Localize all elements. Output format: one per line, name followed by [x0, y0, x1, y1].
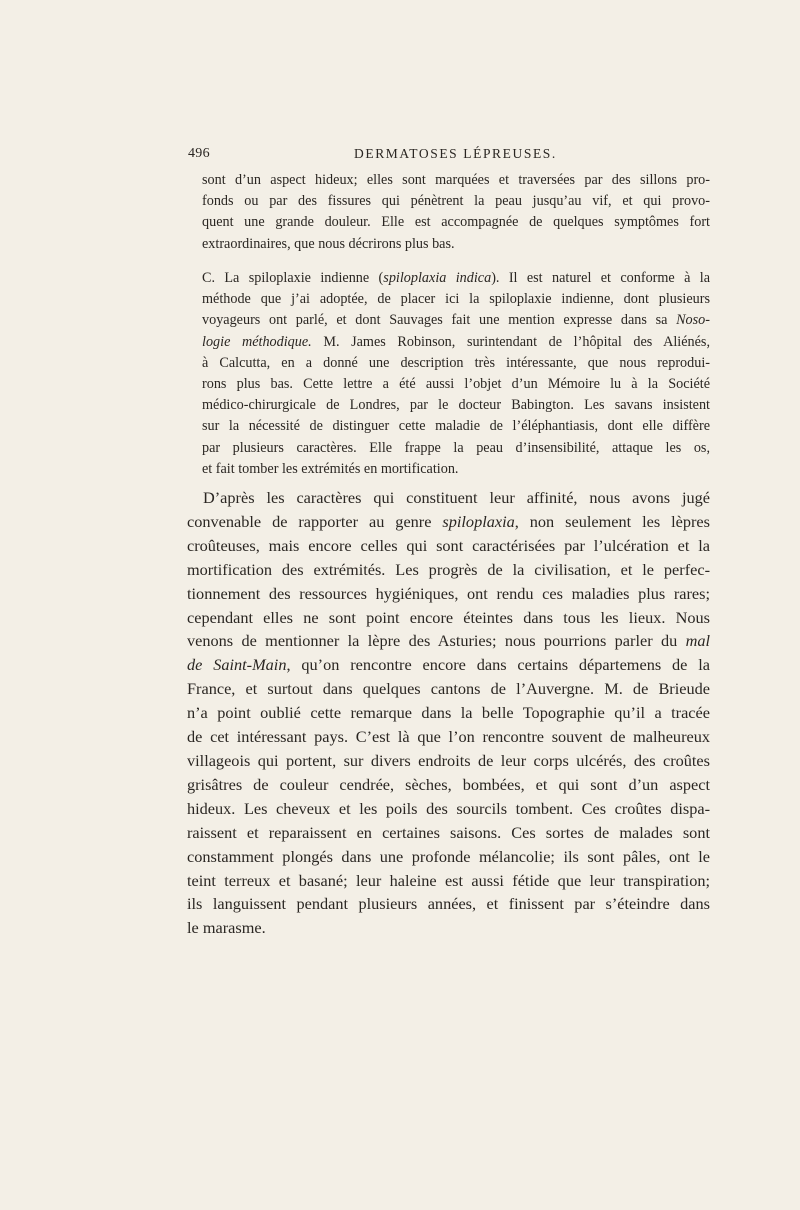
text-line: teint terreux et basané; leur haleine est aussi fétide que leur transpiration; — [187, 870, 710, 890]
text-line: France, et surtout dans quelques cantons de l’Auvergne. M. de Brieude — [187, 679, 710, 699]
text-line: ils languissent pendant plusieurs années, et finissent par s’éteindre dans — [187, 894, 710, 914]
disease-name: de Saint-Main — [187, 655, 287, 675]
text-line: rons plus bas. Cette lettre a été aussi l’objet d’un Mémoire lu à la Société — [202, 376, 710, 393]
text-run: ). Il est naturel et conforme à la — [491, 270, 710, 286]
text-line: constamment plongés dans une profonde mélancolie; ils sont pâles, ont le — [187, 846, 710, 866]
text-line: le marasme. — [187, 918, 266, 938]
text-line — [187, 629, 710, 653]
text-line — [187, 653, 710, 677]
text-line: mortification des extrémités. Les progrès de la civilisation, et le perfec- — [187, 559, 710, 579]
text-line — [202, 332, 710, 353]
text-run: convenable de rapporter au genre — [187, 511, 443, 531]
book-title: logie méthodique. — [202, 333, 312, 350]
text-line — [202, 268, 710, 289]
text-line: croûteuses, mais encore celles qui sont caractérisées par l’ulcération et la — [187, 535, 710, 555]
latin-term: spiloplaxia — [442, 511, 515, 531]
text-line: à Calcutta, en a donné une description très intéressante, que nous reprodui- — [202, 354, 710, 371]
text-line: n’a point oublié cette remarque dans la belle Topographie qu’il a tracée — [187, 703, 710, 723]
text-line: fonds ou par des fissures qui pénètrent la peau jusqu’au vif, et qui provo- — [202, 193, 710, 210]
text-line: sont d’un aspect hideux; elles sont marquées et traversées par des sillons pro- — [202, 172, 710, 188]
text-line: tionnement des ressources hygiéniques, ont rendu ces maladies plus rares; — [187, 583, 710, 603]
text-line: grisâtres de couleur cendrée, sèches, bombées, et qui sont d’un aspect — [187, 774, 710, 794]
text-line: par plusieurs caractères. Elle frappe la peau d’insensibilité, attaque les os, — [202, 439, 710, 456]
text-run: M. James Robinson, surintendant de l’hôpital des Aliénés, — [311, 333, 710, 350]
text-line: villageois qui portent, sur divers endroits de leur corps ulcérés, des croûtes — [187, 750, 710, 770]
latin-term: spiloplaxia indica — [383, 270, 492, 286]
text-line: extraordinaires, que nous décrirons plus bas. — [202, 235, 455, 252]
text-line: de cet intéressant pays. C’est là que l’on rencontre souvent de malheureux — [187, 727, 710, 747]
page-header — [188, 146, 710, 166]
text-line: médico-chirurgicale de Londres, par le docteur Babington. Les savans insistent — [202, 397, 710, 414]
running-title: DERMATOSES LÉPREUSES. — [354, 146, 557, 161]
text-run: venons de mentionner la lèpre des Asturies; nous pourrions parler du — [187, 631, 686, 651]
paragraph-spiloplaxie-indienne — [202, 268, 710, 480]
text-line: hideux. Les cheveux et les poils des sourcils tombent. Ces croûtes dispa- — [187, 798, 710, 818]
text-line: et fait tomber les extrémités en mortification. — [202, 460, 459, 477]
text-line: quent une grande douleur. Elle est accompagnée de quelques symptômes fort — [202, 214, 710, 231]
text-run: , qu’on rencontre encore dans certains départemens de la — [286, 655, 710, 675]
text-run: , non seulement les lèpres — [514, 511, 710, 531]
text-line: sur la nécessité de distinguer cette maladie de l’éléphantiasis, dont elle diffère — [202, 418, 710, 435]
text-line — [187, 510, 710, 534]
text-line — [202, 310, 710, 331]
paragraph-continuation — [202, 170, 710, 255]
text-run: C. La spiloplaxie indienne ( — [202, 270, 384, 286]
text-line: raissent et reparaissent en certaines saisons. Ces sortes de malades sont — [187, 822, 710, 842]
book-title: Noso- — [676, 312, 710, 329]
text-line: méthode que j’ai adoptée, de placer ici la spiloplaxie indienne, dont plusieurs — [202, 291, 710, 308]
text-run: voyageurs ont parlé, et dont Sauvages fait une mention expresse dans sa — [202, 312, 677, 329]
disease-name: mal — [685, 631, 710, 651]
page-number: 496 — [188, 146, 210, 161]
text-line: D’après les caractères qui constituent leur affinité, nous avons jugé — [203, 488, 710, 507]
text-line: cependant elles ne sont point encore éteintes dans tous les lieux. Nous — [187, 607, 710, 627]
paragraph-main — [187, 486, 710, 940]
